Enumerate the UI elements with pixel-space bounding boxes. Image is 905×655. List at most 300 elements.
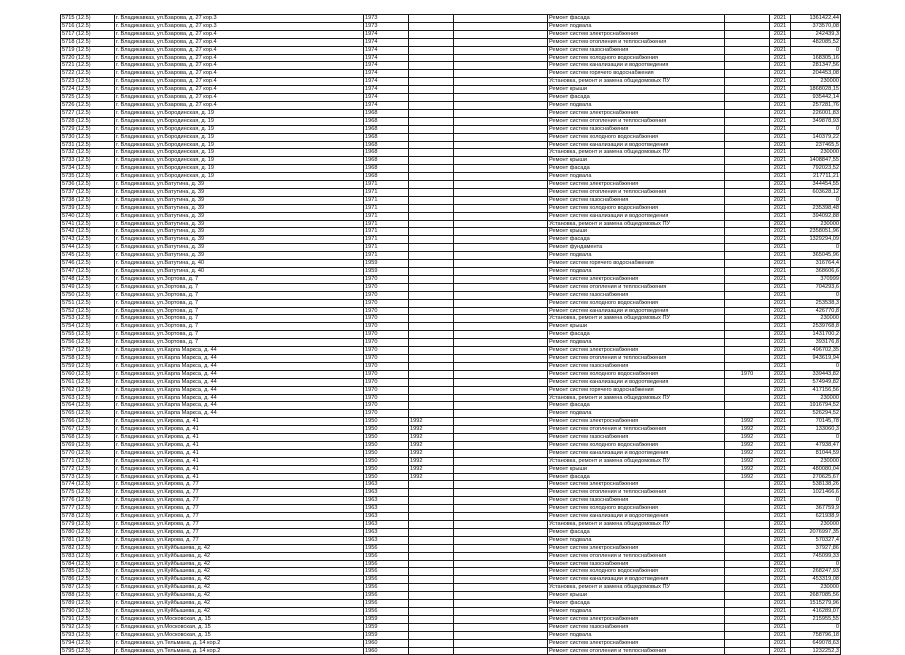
cost-cell: 0 [791,291,841,299]
work-type-cell: Ремонт подвала [548,410,725,418]
overhaul-year-cell [409,212,454,220]
work-type-cell: Ремонт фасада [548,528,725,536]
plan-year-cell: 2021 [770,465,791,473]
table-row [61,46,841,54]
build-year-cell: 1971 [364,181,409,189]
work-type-cell: Ремонт систем отопления и теплоснабжения [548,552,725,560]
overhaul-year-cell [409,291,454,299]
cost-cell: 230000 [791,584,841,592]
address-cell: г. Владикавказ, ул.Бзарова, д. 27 кор.3 [115,15,364,23]
work-type-cell: Ремонт систем газоснабжения [548,434,725,442]
address-cell: г. Владикавказ, ул.Зортова, д. 7 [115,283,364,291]
last-work-year-cell [725,94,770,102]
row-number-cell: 5744 (12.5) [61,244,115,252]
table-row [61,441,841,449]
address-cell: г. Владикавказ, ул.Бородинская, д. 19 [115,109,364,117]
table-row [61,275,841,283]
row-number-cell: 5769 (12.5) [61,441,115,449]
blank-cell-cell [454,623,548,631]
overhaul-year-cell [409,196,454,204]
row-number-cell: 5753 (12.5) [61,315,115,323]
plan-year-cell: 2021 [770,576,791,584]
build-year-cell: 1974 [364,30,409,38]
build-year-cell: 1970 [364,354,409,362]
last-work-year-cell [725,639,770,647]
row-number-cell: 5784 (12.5) [61,560,115,568]
last-work-year-cell [725,568,770,576]
row-number-cell: 5735 (12.5) [61,173,115,181]
plan-year-cell: 2021 [770,236,791,244]
work-type-cell: Ремонт систем отопления и теплоснабжения [548,283,725,291]
cost-cell: 1408847,55 [791,157,841,165]
cost-cell: 621938,9 [791,513,841,521]
overhaul-year-cell: 1992 [409,418,454,426]
table-row [61,647,841,655]
table-row [61,449,841,457]
build-year-cell: 1970 [364,394,409,402]
build-year-cell: 1973 [364,15,409,23]
build-year-cell: 1963 [364,505,409,513]
last-work-year-cell [725,323,770,331]
plan-year-cell: 2021 [770,584,791,592]
build-year-cell: 1973 [364,22,409,30]
overhaul-year-cell [409,323,454,331]
overhaul-year-cell: 1992 [409,441,454,449]
plan-year-cell: 2021 [770,370,791,378]
blank-cell-cell [454,307,548,315]
cost-cell: 230000 [791,315,841,323]
plan-year-cell: 2021 [770,607,791,615]
blank-cell-cell [454,631,548,639]
last-work-year-cell [725,228,770,236]
address-cell: г. Владикавказ, ул.Ватутина, д. 40 [115,260,364,268]
work-type-cell: Ремонт фасада [548,236,725,244]
last-work-year-cell [725,101,770,109]
blank-cell-cell [454,418,548,426]
address-cell: г. Владикавказ, ул.Ватутина, д. 39 [115,244,364,252]
cost-cell: 416289,07 [791,607,841,615]
build-year-cell: 1970 [364,331,409,339]
build-year-cell: 1968 [364,125,409,133]
table-row [61,394,841,402]
table-row [61,22,841,30]
overhaul-year-cell: 1992 [409,434,454,442]
work-type-cell: Установка, ремонт и замена общедомовых ПУ [548,315,725,323]
table-row [61,615,841,623]
blank-cell-cell [454,62,548,70]
plan-year-cell: 2021 [770,78,791,86]
blank-cell-cell [454,157,548,165]
cost-cell: 480080,04 [791,465,841,473]
build-year-cell: 1968 [364,133,409,141]
table-row [61,331,841,339]
overhaul-year-cell: 1992 [409,457,454,465]
plan-year-cell: 2021 [770,188,791,196]
overhaul-year-cell [409,141,454,149]
overhaul-year-cell [409,299,454,307]
plan-year-cell: 2021 [770,268,791,276]
table-row [61,78,841,86]
table-row [61,236,841,244]
row-number-cell: 5761 (12.5) [61,378,115,386]
work-type-cell: Ремонт подвала [548,339,725,347]
blank-cell-cell [454,70,548,78]
overhaul-year-cell [409,394,454,402]
overhaul-year-cell [409,204,454,212]
cost-cell: 0 [791,497,841,505]
plan-year-cell: 2021 [770,299,791,307]
blank-cell-cell [454,188,548,196]
table-body [61,15,841,655]
row-number-cell: 5775 (12.5) [61,489,115,497]
blank-cell-cell [454,141,548,149]
blank-cell-cell [454,481,548,489]
address-cell: г. Владикавказ, ул.Кирова, д. 41 [115,426,364,434]
address-cell: г. Владикавказ, ул.Кирова, д. 77 [115,536,364,544]
cost-cell: 0 [791,362,841,370]
build-year-cell: 1963 [364,521,409,529]
blank-cell-cell [454,513,548,521]
work-type-cell: Ремонт систем горячего водоснабжения [548,260,725,268]
blank-cell-cell [454,600,548,608]
table-row [61,181,841,189]
overhaul-year-cell [409,46,454,54]
plan-year-cell: 2021 [770,315,791,323]
work-type-cell: Ремонт систем холодного водоснабжения [548,441,725,449]
build-year-cell: 1974 [364,78,409,86]
blank-cell-cell [454,339,548,347]
overhaul-year-cell [409,283,454,291]
blank-cell-cell [454,615,548,623]
last-work-year-cell [725,497,770,505]
plan-year-cell: 2021 [770,70,791,78]
address-cell: г. Владикавказ, ул.Куйбышева, д. 42 [115,568,364,576]
row-number-cell: 5748 (12.5) [61,275,115,283]
work-type-cell: Ремонт подвала [548,22,725,30]
build-year-cell: 1971 [364,236,409,244]
cost-cell: 235398,48 [791,204,841,212]
address-cell: г. Владикавказ, ул.Зортова, д. 7 [115,299,364,307]
overhaul-year-cell [409,347,454,355]
table-row [61,513,841,521]
plan-year-cell: 2021 [770,441,791,449]
plan-year-cell: 2021 [770,157,791,165]
build-year-cell: 1959 [364,615,409,623]
blank-cell-cell [454,78,548,86]
cost-cell: 394092,88 [791,212,841,220]
address-cell: г. Владикавказ, ул.Бзарова, д. 27 кор.4 [115,46,364,54]
overhaul-year-cell [409,600,454,608]
blank-cell-cell [454,315,548,323]
cost-cell: 253538,3 [791,299,841,307]
work-type-cell: Ремонт систем отопления и теплоснабжения [548,38,725,46]
build-year-cell: 1971 [364,204,409,212]
last-work-year-cell [725,544,770,552]
plan-year-cell: 2021 [770,307,791,315]
cost-cell: 453319,08 [791,576,841,584]
overhaul-year-cell [409,513,454,521]
last-work-year-cell [725,505,770,513]
address-cell: г. Владикавказ, ул.Бзарова, д. 27 кор.4 [115,38,364,46]
last-work-year-cell [725,141,770,149]
blank-cell-cell [454,54,548,62]
overhaul-year-cell [409,38,454,46]
last-work-year-cell: 1992 [725,465,770,473]
work-type-cell: Ремонт крыши [548,228,725,236]
last-work-year-cell [725,315,770,323]
row-number-cell: 5752 (12.5) [61,307,115,315]
cost-cell: 1232252,3 [791,647,841,655]
build-year-cell: 1971 [364,228,409,236]
cost-cell: 603628,12 [791,188,841,196]
work-type-cell: Установка, ремонт и замена общедомовых ПУ [548,149,725,157]
last-work-year-cell [725,15,770,23]
work-type-cell: Ремонт фундамента [548,244,725,252]
build-year-cell: 1950 [364,465,409,473]
build-year-cell: 1970 [364,291,409,299]
row-number-cell: 5724 (12.5) [61,86,115,94]
build-year-cell: 1963 [364,489,409,497]
row-number-cell: 5786 (12.5) [61,576,115,584]
blank-cell-cell [454,592,548,600]
blank-cell-cell [454,149,548,157]
build-year-cell: 1950 [364,449,409,457]
row-number-cell: 5762 (12.5) [61,386,115,394]
last-work-year-cell [725,592,770,600]
build-year-cell: 1968 [364,109,409,117]
row-number-cell: 5723 (12.5) [61,78,115,86]
address-cell: г. Владикавказ, ул.Бзарова, д. 27 кор.4 [115,86,364,94]
plan-year-cell: 2021 [770,133,791,141]
work-type-cell: Ремонт систем электроснабжения [548,418,725,426]
address-cell: г. Владикавказ, ул.Ватутина, д. 39 [115,212,364,220]
last-work-year-cell: 1992 [725,441,770,449]
last-work-year-cell: 1992 [725,418,770,426]
work-type-cell: Ремонт систем электроснабжения [548,30,725,38]
row-number-cell: 5747 (12.5) [61,268,115,276]
table-row [61,505,841,513]
work-type-cell: Ремонт систем газоснабжения [548,291,725,299]
document-sheet [60,14,840,655]
plan-year-cell: 2021 [770,62,791,70]
build-year-cell: 1956 [364,584,409,592]
last-work-year-cell [725,521,770,529]
cost-cell: 215955,55 [791,615,841,623]
blank-cell-cell [454,473,548,481]
table-row [61,70,841,78]
plan-year-cell: 2021 [770,260,791,268]
blank-cell-cell [454,410,548,418]
address-cell: г. Владикавказ, ул.Бзарова, д. 27 кор.4 [115,70,364,78]
cost-cell: 268247,93 [791,568,841,576]
blank-cell-cell [454,94,548,102]
blank-cell-cell [454,560,548,568]
cost-cell: 0 [791,196,841,204]
blank-cell-cell [454,449,548,457]
build-year-cell: 1968 [364,173,409,181]
cost-cell: 758796,18 [791,631,841,639]
address-cell: г. Владикавказ, ул.Ватутина, д. 39 [115,220,364,228]
plan-year-cell: 2021 [770,402,791,410]
address-cell: г. Владикавказ, ул.Зортова, д. 7 [115,307,364,315]
cost-cell: 230000 [791,521,841,529]
work-type-cell: Ремонт систем газоснабжения [548,362,725,370]
cost-cell: 133060,3 [791,426,841,434]
work-type-cell: Ремонт систем электроснабжения [548,181,725,189]
address-cell: г. Владикавказ, ул.Куйбышева, д. 42 [115,584,364,592]
address-cell: г. Владикавказ, ул.Ватутина, д. 39 [115,236,364,244]
work-type-cell: Ремонт крыши [548,465,725,473]
last-work-year-cell [725,157,770,165]
cost-cell: 426770,8 [791,307,841,315]
table-row [61,125,841,133]
table-row [61,568,841,576]
table-row [61,347,841,355]
row-number-cell: 5729 (12.5) [61,125,115,133]
address-cell: г. Владикавказ, ул.Карла Маркса, д. 44 [115,354,364,362]
build-year-cell: 1970 [364,299,409,307]
row-number-cell: 5764 (12.5) [61,402,115,410]
work-type-cell: Ремонт систем горячего водоснабжения [548,386,725,394]
blank-cell-cell [454,291,548,299]
blank-cell-cell [454,38,548,46]
work-type-cell: Ремонт систем газоснабжения [548,560,725,568]
row-number-cell: 5738 (12.5) [61,196,115,204]
blank-cell-cell [454,402,548,410]
overhaul-year-cell [409,78,454,86]
table-row [61,418,841,426]
last-work-year-cell [725,244,770,252]
row-number-cell: 5766 (12.5) [61,418,115,426]
overhaul-year-cell [409,315,454,323]
plan-year-cell: 2021 [770,228,791,236]
last-work-year-cell [725,220,770,228]
work-type-cell: Ремонт систем электроснабжения [548,481,725,489]
last-work-year-cell [725,22,770,30]
table-row [61,521,841,529]
work-type-cell: Ремонт фасада [548,94,725,102]
build-year-cell: 1974 [364,54,409,62]
table-row [61,307,841,315]
address-cell: г. Владикавказ, ул.Кирова, д. 77 [115,521,364,529]
work-type-cell: Ремонт крыши [548,592,725,600]
work-type-cell: Установка, ремонт и замена общедомовых ПУ [548,521,725,529]
work-type-cell: Ремонт систем холодного водоснабжения [548,505,725,513]
plan-year-cell: 2021 [770,426,791,434]
overhaul-year-cell [409,54,454,62]
work-type-cell: Ремонт подвала [548,607,725,615]
cost-cell: 417156,56 [791,386,841,394]
row-number-cell: 5794 (12.5) [61,639,115,647]
plan-year-cell: 2021 [770,220,791,228]
address-cell: г. Владикавказ, ул.Бзарова, д. 27 кор.4 [115,101,364,109]
plan-year-cell: 2021 [770,291,791,299]
work-type-cell: Ремонт фасада [548,165,725,173]
overhaul-year-cell [409,339,454,347]
overhaul-year-cell [409,70,454,78]
build-year-cell: 1968 [364,149,409,157]
build-year-cell: 1970 [364,323,409,331]
address-cell: г. Владикавказ, ул.Карла Маркса, д. 44 [115,347,364,355]
blank-cell-cell [454,370,548,378]
address-cell: г. Владикавказ, ул.Куйбышева, д. 42 [115,600,364,608]
row-number-cell: 5791 (12.5) [61,615,115,623]
work-type-cell: Ремонт систем холодного водоснабжения [548,370,725,378]
build-year-cell: 1959 [364,631,409,639]
plan-year-cell: 2021 [770,615,791,623]
row-number-cell: 5783 (12.5) [61,552,115,560]
blank-cell-cell [454,236,548,244]
build-year-cell: 1968 [364,165,409,173]
last-work-year-cell [725,623,770,631]
address-cell: г. Владикавказ, ул.Кирова, д. 77 [115,481,364,489]
plan-year-cell: 2021 [770,347,791,355]
blank-cell-cell [454,260,548,268]
build-year-cell: 1956 [364,592,409,600]
row-number-cell: 5739 (12.5) [61,204,115,212]
row-number-cell: 5754 (12.5) [61,323,115,331]
overhaul-year-cell [409,117,454,125]
plan-year-cell: 2021 [770,339,791,347]
last-work-year-cell [725,86,770,94]
work-type-cell: Ремонт систем газоснабжения [548,497,725,505]
build-year-cell: 1971 [364,212,409,220]
address-cell: г. Владикавказ, ул.Кирова, д. 41 [115,441,364,449]
plan-year-cell: 2021 [770,560,791,568]
plan-year-cell: 2021 [770,536,791,544]
row-number-cell: 5755 (12.5) [61,331,115,339]
blank-cell-cell [454,521,548,529]
row-number-cell: 5778 (12.5) [61,513,115,521]
last-work-year-cell [725,125,770,133]
build-year-cell: 1960 [364,639,409,647]
blank-cell-cell [454,165,548,173]
plan-year-cell: 2021 [770,283,791,291]
overhaul-year-cell [409,181,454,189]
blank-cell-cell [454,584,548,592]
table-row [61,86,841,94]
table-row [61,489,841,497]
address-cell: г. Владикавказ, ул.Бородинская, д. 19 [115,141,364,149]
address-cell: г. Владикавказ, ул.Кирова, д. 77 [115,505,364,513]
overhaul-year-cell [409,521,454,529]
work-type-cell: Ремонт систем канализации и водоотведения [548,212,725,220]
table-row [61,15,841,23]
cost-cell: 230000 [791,149,841,157]
blank-cell-cell [454,434,548,442]
last-work-year-cell [725,410,770,418]
table-row [61,528,841,536]
table-row [61,252,841,260]
cost-cell: 230000 [791,457,841,465]
blank-cell-cell [454,441,548,449]
cost-cell: 140379,22 [791,133,841,141]
table-row [61,141,841,149]
cost-cell: 204453,08 [791,70,841,78]
plan-year-cell: 2021 [770,196,791,204]
last-work-year-cell [725,30,770,38]
plan-year-cell: 2021 [770,481,791,489]
table-row [61,244,841,252]
last-work-year-cell [725,109,770,117]
cost-cell: 1021466,6 [791,489,841,497]
plan-year-cell: 2021 [770,623,791,631]
build-year-cell: 1963 [364,513,409,521]
overhaul-year-cell [409,552,454,560]
plan-year-cell: 2021 [770,394,791,402]
cost-cell: 0 [791,46,841,54]
plan-year-cell: 2021 [770,125,791,133]
